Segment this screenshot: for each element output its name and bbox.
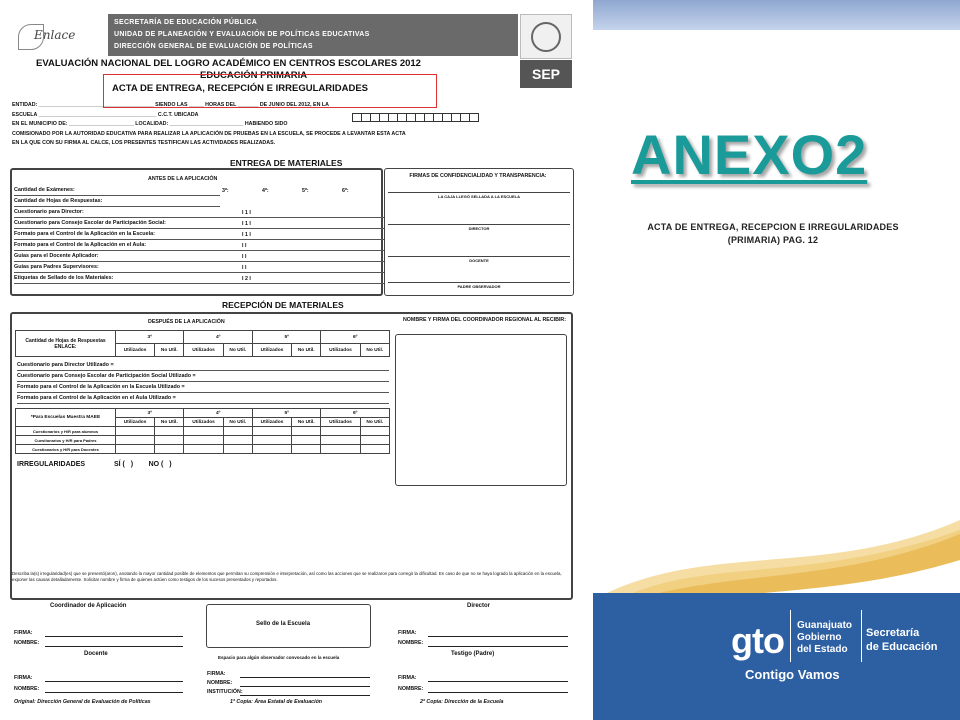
antes-row: Formato para el Control de la Aplicación en el Aula: (14, 242, 384, 251)
sello-label: Sello de la Escuela (256, 621, 311, 627)
firma-label: FIRMA: (398, 675, 417, 681)
antes-row: Etiquetas de Sellado de los Materiales: (14, 275, 384, 284)
signature-line (428, 692, 568, 693)
sep-logo: SEP (520, 60, 572, 88)
header-line: SECRETARÍA DE EDUCACIÓN PÚBLICA (114, 19, 258, 26)
hojas-table: Cantidad de Hojas de Respuestas ENLACE: 3º 4º 5º 6º Utilizados No Util. Utilizados No Util. Utilizados No Util. Utilizados No Util. (15, 330, 390, 357)
si-no-options: SÍ ( ) NO ( ) (114, 461, 172, 468)
firma-row: DOCENTE (388, 256, 570, 282)
header-line: UNIDAD DE PLANEACIÓN Y EVALUACIÓN DE POLÍTICAS EDUCATIVAS (114, 31, 370, 38)
divider (861, 610, 862, 662)
coordinador-signature-box (395, 334, 567, 486)
document-level: EDUCACIÓN PRIMARIA (200, 70, 308, 81)
firma-row: LA CAJA LLEGÓ SELLADA A LA ESCUELA (388, 192, 570, 216)
grade-label: 6º: (342, 188, 349, 194)
anexo-caption: ACTA DE ENTREGA, RECEPCION E IRREGULARIDADES (PRIMARIA) PAG. 12 (647, 222, 899, 245)
firma-label: FIRMA: (207, 671, 226, 677)
firma-row: PADRE OBSERVADOR (388, 282, 570, 294)
docente-label: Docente (84, 651, 108, 657)
signature-line (428, 681, 568, 682)
signature-line (428, 646, 568, 647)
signature-line (45, 681, 183, 682)
anexo-heading: ANEXO2 (631, 123, 868, 186)
entrega-title: ENTREGA DE MATERIALES (230, 158, 343, 168)
recepcion-row: Cuestionario para Director Utilizado = (17, 362, 389, 371)
director-label: Director (467, 603, 491, 609)
nombre-label: NOMBRE: (398, 686, 424, 692)
document-title: EVALUACIÓN NACIONAL DEL LOGRO ACADÉMICO EN CENTROS ESCOLARES 2012 (36, 58, 421, 69)
firma-label: FIRMA: (14, 630, 33, 636)
nombre-label: NOMBRE: (14, 686, 40, 692)
grade-label: 5º: (302, 188, 309, 194)
act-title: ACTA DE ENTREGA, RECEPCIÓN E IRREGULARIDADES (112, 83, 368, 94)
institucion-label: INSTITUCIÓN: (207, 689, 243, 695)
gobierno-label: Guanajuato Gobierno del Estado (797, 620, 853, 655)
despues-title: DESPUÉS DE LA APLICACIÓN (148, 319, 225, 325)
signature-line (45, 692, 183, 693)
row-marks: I 1 I (242, 232, 251, 238)
antes-row: Guías para el Docente Aplicador: (14, 253, 384, 262)
signature-line (240, 677, 370, 678)
original-note: Original: Dirección General de Evaluación de Políticas (14, 699, 151, 705)
recepcion-row: Cuestionario para Consejo Escolar de Participación Social Utilizado = (17, 373, 389, 382)
row-marks: I 1 I (242, 221, 251, 227)
antes-row: Cuestionario para Director: (14, 209, 384, 218)
irregularidades-label: IRREGULARIDADES (17, 461, 86, 468)
slide-panel (583, 0, 960, 720)
antes-row: Cantidad de Exámenes: (14, 187, 220, 196)
muestra-table: *Para Escuelas Muestra MAEE 3º 4º 5º 6º Utilizados No Util. Utilizados No Util. Utilizados No Util. Utilizados No Util. Cuestionarios y H/R para alumnos Cuestionarios y H/R para Padres Cuestionarios y H/R para Docentes (15, 408, 390, 454)
antes-row: Cuestionario para Consejo Escolar de Participación Social: (14, 220, 384, 229)
header-line: DIRECCIÓN GENERAL DE EVALUACIÓN DE POLÍTICAS (114, 43, 313, 50)
enlace-logo: Enlace (12, 20, 100, 52)
espacio-label: Espacio para algún observador convocado en la escuela (218, 655, 340, 660)
divider (790, 610, 791, 662)
row-marks: I I (242, 265, 247, 271)
recepcion-title: RECEPCIÓN DE MATERIALES (222, 300, 344, 310)
nombre-label: NOMBRE: (207, 680, 233, 686)
firma-label: FIRMA: (14, 675, 33, 681)
signature-line (428, 636, 568, 637)
copia2-note: 2ª Copia: Dirección de la Escuela (420, 699, 504, 705)
row-marks: I I (242, 243, 247, 249)
secretaria-label: Secretaría de Educación (866, 627, 938, 653)
row-marks: I I (242, 254, 247, 260)
antes-row: Guías para Padres Supervisores: (14, 264, 384, 273)
cct-boxes (353, 113, 479, 122)
top-stripe (593, 0, 960, 30)
antes-title: ANTES DE LA APLICACIÓN (148, 176, 218, 182)
firmas-title: FIRMAS DE CONFIDENCIALIDAD Y TRANSPARENCIA: (409, 173, 547, 179)
copia1-note: 1ª Copia: Área Estatal de Evaluación (230, 699, 323, 705)
antes-row: Formato para el Control de la Aplicación en la Escuela: (14, 231, 384, 240)
row-marks: I 2 I (242, 276, 251, 282)
antes-row: Cantidad de Hojas de Respuestas: (14, 198, 220, 207)
slogan: Contigo Vamos (745, 667, 840, 682)
gto-logo: gto (731, 620, 784, 661)
signature-line (240, 686, 370, 687)
signature-line (240, 695, 370, 696)
signature-line (45, 646, 183, 647)
coordinador-title: NOMBRE Y FIRMA DEL COORDINADOR REGIONAL AL RECIBIR: (402, 317, 567, 323)
grade-label: 4º: (262, 188, 269, 194)
describa-text: Describa la(s) irregularidad(es) que se presentó(aron), anotando la mayor cantidad posible de elementos que permitan su comprensión e interpretación, así como las acciones que se realizaron para corregir la dificultad. En caso de que no se haya logrado la aplicación en la escuela, exponer las causas detalladamente. Solicitar nombre y firma de quienes actúen como testigos de los sucesos presentados y reportados. (12, 571, 562, 582)
nombre-label: NOMBRE: (398, 640, 424, 646)
coord-aplicacion-label: Coordinador de Aplicación (50, 603, 127, 609)
firma-row: DIRECTOR (388, 224, 570, 254)
signature-line (45, 636, 183, 637)
recepcion-row: Formato para el Control de la Aplicación en el Aula Utilizado = (17, 395, 389, 404)
intro-text: ENTIDAD: _______________________________________ SIENDO LAS _____ HORAS DEL _______ DE JUNIO DEL 2012, EN LA ESCUELA ________________________________________ C.C.T. UBICADA EN EL MUNICIPIO DE: ______________________ LOCALIDAD: _________________________ HABIENDO SIDO COMISIONADO POR LA AUTORIDAD EDUCATIVA PARA REALIZAR LA APLICACIÓN DE PRUEBAS EN LA ESCUELA, SE PROCEDE A LEVANTAR ESTA ACTA EN LA QUE CON SU FIRMA AL CALCE, LOS PRESENTES TESTIFICAN LAS ACTIVIDADES REALIZADAS. (12, 102, 406, 146)
firma-label: FIRMA: (398, 630, 417, 636)
recepcion-row: Formato para el Control de la Aplicación en la Escuela Utilizado = (17, 384, 389, 393)
nombre-label: NOMBRE: (14, 640, 40, 646)
mexico-seal-icon (520, 14, 572, 59)
grade-label: 3º: (222, 188, 229, 194)
row-marks: I 1 I (242, 210, 251, 216)
testigo-label: Testigo (Padre) (451, 651, 495, 657)
header-band (108, 14, 518, 56)
